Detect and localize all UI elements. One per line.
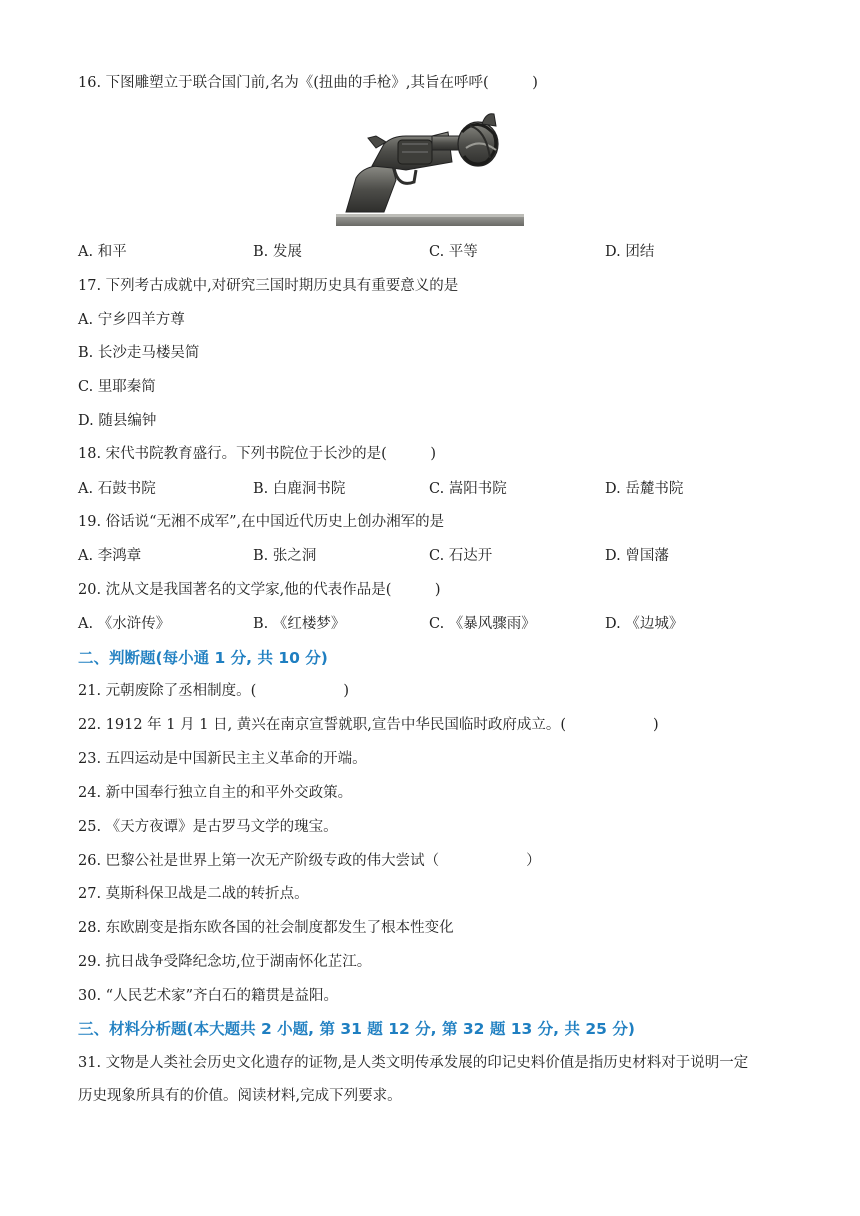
q30: 30. “人民艺术家”齐白石的籍贯是益阳。 [78, 988, 338, 1004]
q31-text-line1: 31. 文物是人类社会历史文化遗存的证物,是人类文明传承发展的印记史料价值是指历史材料对于说明一定 [78, 1055, 749, 1071]
q16-option-d: D. 团结 [605, 244, 655, 260]
q19-option-c: C. 石达开 [429, 548, 493, 564]
q29: 29. 抗日战争受降纪念坊,位于湖南怀化芷江。 [78, 954, 372, 970]
q20-option-c: C. 《暴风骤雨》 [429, 616, 536, 632]
q17-option-a: A. 宁乡四羊方尊 [78, 312, 185, 328]
q25: 25. 《天方夜谭》是古罗马文学的瑰宝。 [78, 819, 338, 835]
q19-option-b: B. 张之洞 [253, 548, 317, 564]
q20-option-b: B. 《红楼梦》 [253, 616, 346, 632]
section2-heading: 二、判断题(每小通 1 分, 共 10 分) [78, 649, 328, 667]
q23: 23. 五四运动是中国新民主主义革命的开端。 [78, 751, 367, 767]
section3-heading: 三、材料分析题(本大题共 2 小题, 第 31 题 12 分, 第 32 题 13 分, 共 25 分) [78, 1020, 635, 1038]
q20-stem: 20. 沈从文是我国著名的文学家,他的代表作品是( ) [78, 582, 441, 598]
q19-option-d: D. 曾国藩 [605, 548, 669, 564]
knotted-gun-sculpture-icon [336, 108, 524, 228]
q17-option-d: D. 随县编钟 [78, 413, 157, 429]
q18-option-d: D. 岳麓书院 [605, 481, 684, 497]
q20-option-d: D. 《边城》 [605, 616, 684, 632]
q16-option-a: A. 和平 [78, 244, 127, 260]
q16-option-b: B. 发展 [253, 244, 302, 260]
q18-option-b: B. 白鹿洞书院 [253, 481, 346, 497]
q28: 28. 东欧剧变是指东欧各国的社会制度都发生了根本性变化 [78, 920, 454, 936]
q31-text-line2: 历史现象所具有的价值。阅读材料,完成下列要求。 [78, 1088, 402, 1104]
q19-stem: 19. 俗话说“无湘不成军”,在中国近代历史上创办湘军的是 [78, 514, 445, 530]
q16-option-c: C. 平等 [429, 244, 478, 260]
q18-stem: 18. 宋代书院教育盛行。下列书院位于长沙的是( ) [78, 446, 436, 462]
q22: 22. 1912 年 1 月 1 日, 黄兴在南京宣誓就职,宣告中华民国临时政府成立。( ) [78, 717, 659, 733]
q24: 24. 新中国奉行独立自主的和平外交政策。 [78, 785, 353, 801]
q17-option-c: C. 里耶秦简 [78, 379, 156, 395]
q21: 21. 元朝废除了丞相制度。( ) [78, 683, 349, 699]
q18-option-c: C. 嵩阳书院 [429, 481, 507, 497]
q16-stem: 16. 下图雕塑立于联合国门前,名为《(扭曲的手枪》,其旨在呼呼( ) [78, 75, 538, 91]
q17-stem: 17. 下列考古成就中,对研究三国时期历史具有重要意义的是 [78, 278, 459, 294]
q20-option-a: A. 《水浒传》 [78, 616, 171, 632]
q19-option-a: A. 李鸿章 [78, 548, 142, 564]
q17-option-b: B. 长沙走马楼吴简 [78, 345, 200, 361]
q27: 27. 莫斯科保卫战是二战的转折点。 [78, 886, 309, 902]
q26: 26. 巴黎公社是世界上第一次无产阶级专政的伟大尝试（ ） [78, 853, 541, 869]
q18-option-a: A. 石鼓书院 [78, 481, 156, 497]
